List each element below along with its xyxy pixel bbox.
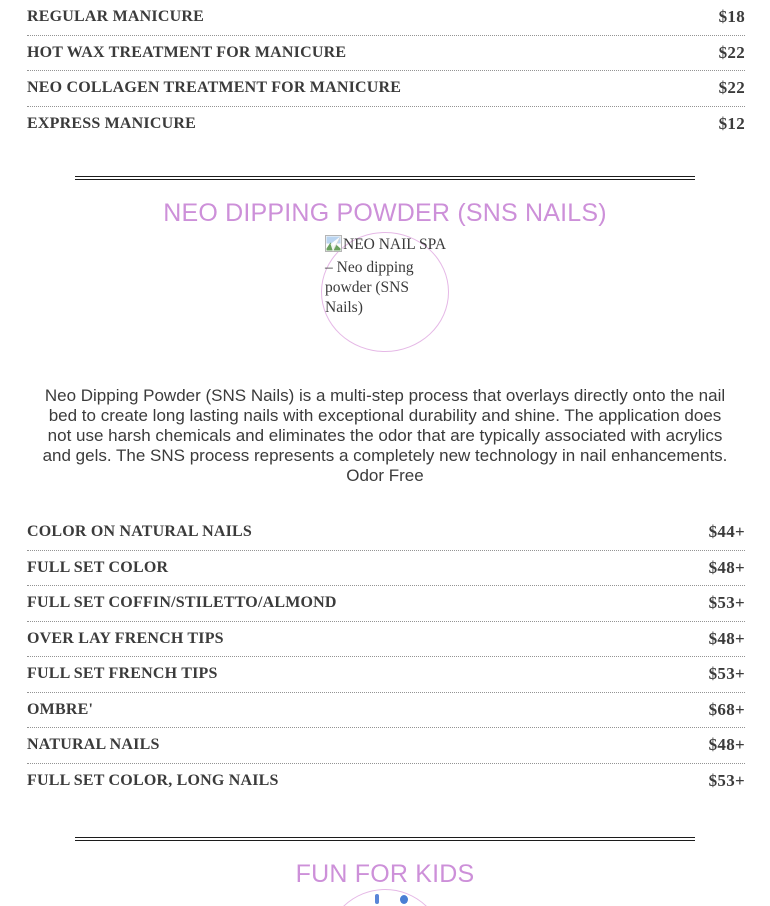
broken-image-icon <box>325 235 342 258</box>
sns-image-placeholder <box>321 232 449 352</box>
menu-item-price: $22 <box>718 42 745 62</box>
menu-item-label: HOT WAX TREATMENT FOR MANICURE <box>27 43 347 61</box>
menu-item-label: FULL SET COLOR <box>27 558 169 576</box>
menu-item-row <box>27 657 745 693</box>
kids-section-heading: FUN FOR KIDS <box>295 860 475 888</box>
menu-item-row <box>27 728 745 764</box>
sns-price-list <box>27 515 745 798</box>
menu-item-price: $22 <box>718 78 745 98</box>
menu-item-label: EXPRESS MANICURE <box>27 114 196 132</box>
section-divider <box>75 176 695 180</box>
menu-item-price: $48+ <box>708 557 745 577</box>
kids-image-fragment <box>375 894 379 904</box>
sns-image-alt-text: NEO NAIL SPA – Neo dipping powder (SNS Nails) <box>325 236 446 316</box>
menu-item-label: NEO COLLAGEN TREATMENT FOR MANICURE <box>27 79 402 97</box>
menu-item-price: $44+ <box>708 522 745 542</box>
menu-item-row <box>27 693 745 729</box>
menu-item-label: FULL SET COFFIN/STILETTO/ALMOND <box>27 594 337 612</box>
menu-item-price: $68+ <box>708 699 745 719</box>
menu-item-label: REGULAR MANICURE <box>27 8 204 26</box>
menu-item-row <box>27 515 745 551</box>
kids-image-fragment <box>400 895 408 904</box>
menu-item-price: $48+ <box>708 628 745 648</box>
menu-item-label: FULL SET FRENCH TIPS <box>27 665 218 683</box>
menu-item-label: OVER LAY FRENCH TIPS <box>27 629 224 647</box>
menu-item-price: $18 <box>718 7 745 27</box>
section-divider <box>75 837 695 841</box>
menu-item-row <box>27 36 745 72</box>
kids-image-placeholder <box>325 889 445 906</box>
menu-item-price: $53+ <box>708 593 745 613</box>
menu-item-label: NATURAL NAILS <box>27 736 160 754</box>
sns-section-heading: NEO DIPPING POWDER (SNS NAILS) <box>163 199 607 227</box>
menu-item-row <box>27 0 745 36</box>
menu-item-price: $53+ <box>708 770 745 790</box>
menu-item-row <box>27 622 745 658</box>
menu-item-row <box>27 107 745 142</box>
menu-item-price: $12 <box>718 113 745 133</box>
menu-item-label: OMBRE' <box>27 700 94 718</box>
menu-item-row <box>27 71 745 107</box>
menu-item-label: COLOR ON NATURAL NAILS <box>27 523 253 541</box>
menu-item-row <box>27 764 745 799</box>
manicure-price-list <box>27 0 745 141</box>
menu-item-row <box>27 551 745 587</box>
menu-item-label: FULL SET COLOR, LONG NAILS <box>27 771 279 789</box>
menu-item-row <box>27 586 745 622</box>
menu-item-price: $48+ <box>708 735 745 755</box>
sns-description: Neo Dipping Powder (SNS Nails) is a multi-step process that overlays directly onto the nail bed to create long lasting nails with exceptional durability and shine. The application does not use harsh chemicals and eliminates the odor that are typically associated with acrylics and gels. The SNS process represents a completely new technology in nail enhancements. Odor Free <box>42 386 728 485</box>
menu-item-price: $53+ <box>708 664 745 684</box>
